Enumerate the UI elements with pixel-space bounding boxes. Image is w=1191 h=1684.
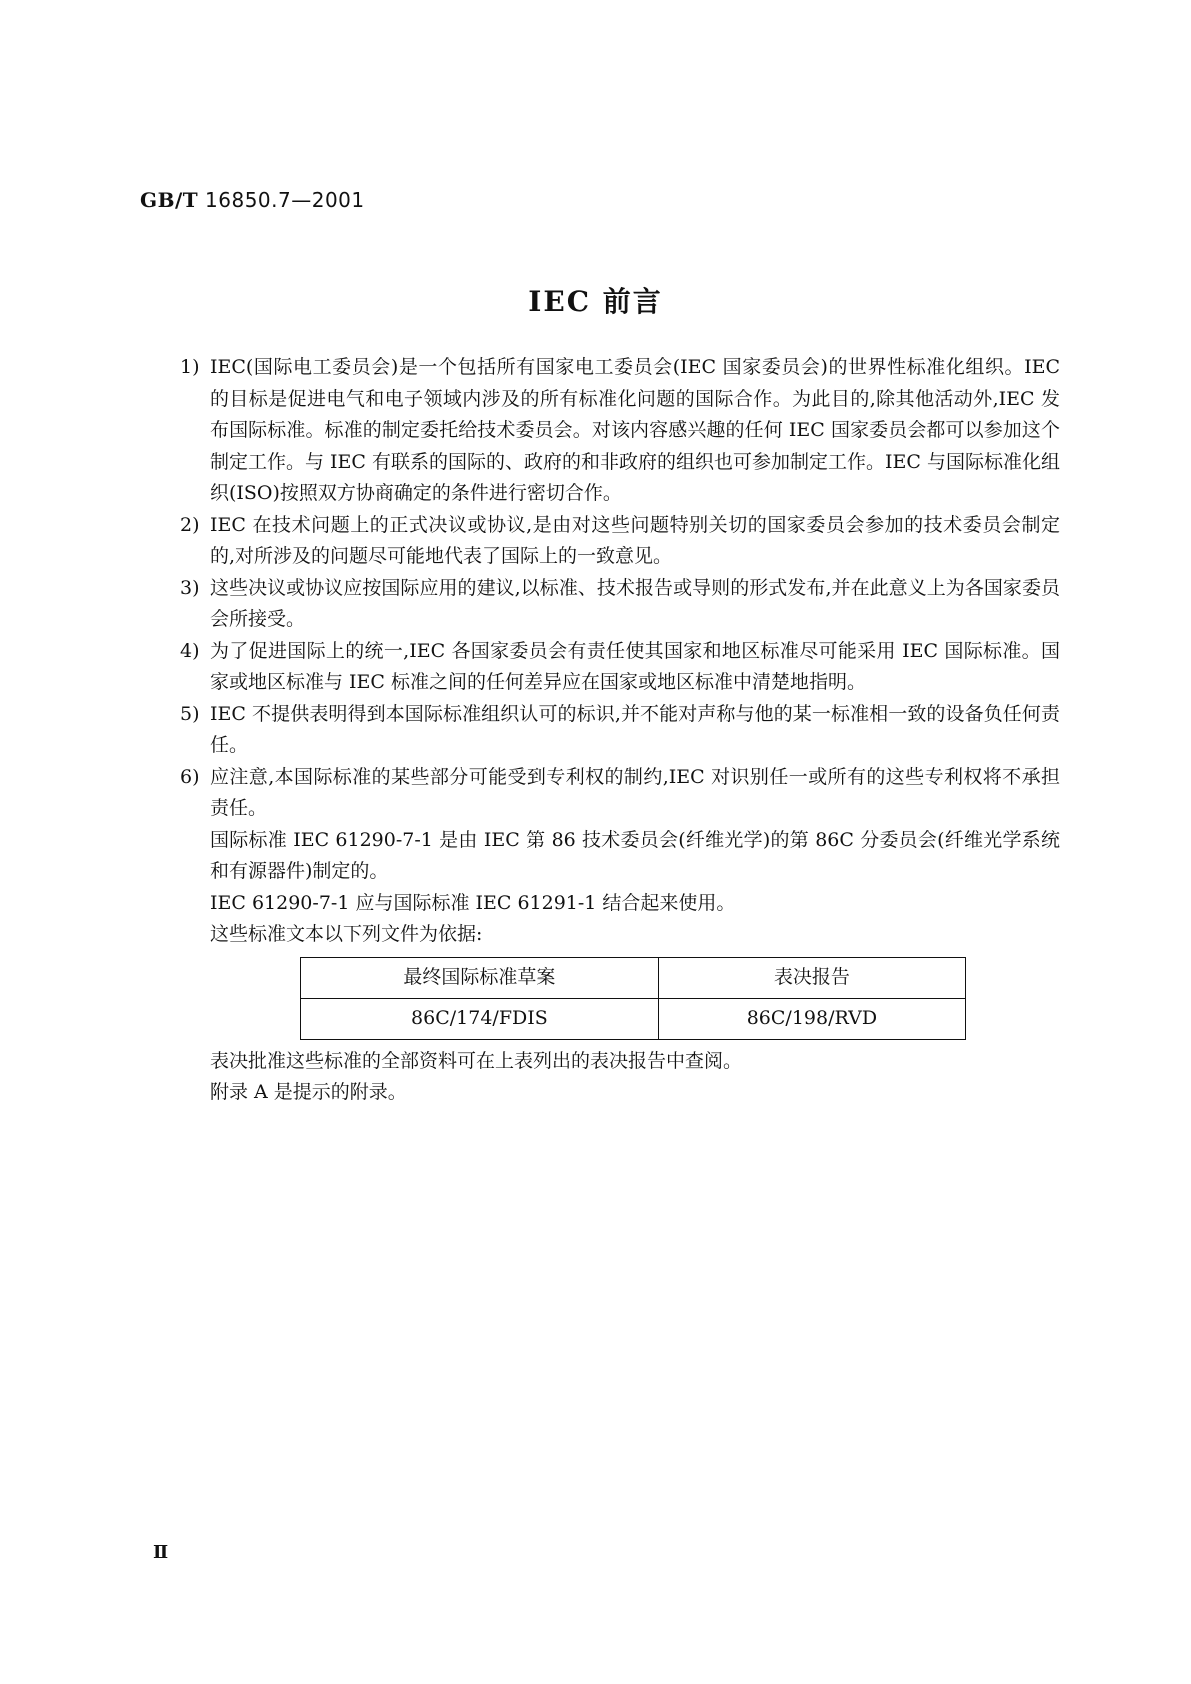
item-number: 3) — [180, 576, 200, 599]
voting-table — [300, 957, 966, 1040]
list-item — [180, 636, 1060, 699]
paragraph-annex: 附录 A 是提示的附录。 — [210, 1081, 407, 1103]
standard-number: 16850.7—2001 — [205, 188, 365, 212]
list-item — [180, 510, 1060, 573]
page-title: IEC 前言 — [528, 285, 663, 318]
item-text: 为了促进国际上的统一,IEC 各国家委员会有责任使其国家和地区标准尽可能采用 IEC 国际标准。国家或地区标准与 IEC 标准之间的任何差异应在国家或地区标准中清楚地指明。 — [210, 639, 1060, 693]
document-header — [140, 188, 365, 212]
table-header-cell: 表决报告 — [658, 957, 965, 998]
paragraph-committee: 国际标准 IEC 61290-7-1 是由 IEC 第 86 技术委员会(纤维光学)的第 86C 分委员会(纤维光学系统和有源器件)制定的。 — [210, 828, 1060, 882]
page-number: Ⅱ — [153, 1542, 169, 1563]
table-cell: 86C/174/FDIS — [301, 998, 659, 1039]
item-text: 应注意,本国际标准的某些部分可能受到专利权的制约,IEC 对识别任一或所有的这些专利权将不承担责任。 — [210, 765, 1060, 819]
list-item — [180, 573, 1060, 636]
item-text: IEC 不提供表明得到本国际标准组织认可的标识,并不能对声称与他的某一标准相一致的设备负任何责任。 — [210, 702, 1060, 756]
table-row — [301, 998, 966, 1039]
item-text: 这些决议或协议应按国际应用的建议,以标准、技术报告或导则的形式发布,并在此意义上为各国家委员会所接受。 — [210, 576, 1060, 630]
list-item — [180, 762, 1060, 825]
paragraph-basis: 这些标准文本以下列文件为依据: — [210, 923, 483, 945]
item-number: 6) — [180, 765, 200, 788]
item-text: IEC(国际电工委员会)是一个包括所有国家电工委员会(IEC 国家委员会)的世界性标准化组织。IEC 的目标是促进电气和电子领域内涉及的所有标准化问题的国际合作。为此目的,除其他活动外,IEC 发布国际标准。标准的制定委托给技术委员会。对该内容感兴趣的任何 IEC 国家委员会都可以参加这个制定工作。与 IEC 有联系的国际的、政府的和非政府的组织也可参加制定工作。IEC 与国际标准化组织(ISO)按照双方协商确定的条件进行密切合作。 — [210, 356, 1060, 504]
paragraph-voting-info: 表决批准这些标准的全部资料可在上表列出的表决报告中查阅。 — [210, 1049, 743, 1072]
list-item — [180, 352, 1060, 510]
item-number: 2) — [180, 513, 200, 536]
item-text: IEC 在技术问题上的正式决议或协议,是由对这些问题特别关切的国家委员会参加的技术委员会制定的,对所涉及的问题尽可能地代表了国际上的一致意见。 — [210, 513, 1060, 567]
paragraph-usage: IEC 61290-7-1 应与国际标准 IEC 61291-1 结合起来使用。 — [210, 891, 736, 914]
item-number: 4) — [180, 639, 200, 662]
item-number: 1) — [180, 356, 200, 378]
standard-code: GB/T — [140, 188, 199, 212]
table-header-row — [301, 957, 966, 998]
item-number: 5) — [180, 702, 200, 725]
table-header-cell: 最终国际标准草案 — [301, 957, 659, 998]
table-cell: 86C/198/RVD — [658, 998, 965, 1039]
foreword-body — [180, 352, 1060, 1109]
list-item — [180, 699, 1060, 762]
